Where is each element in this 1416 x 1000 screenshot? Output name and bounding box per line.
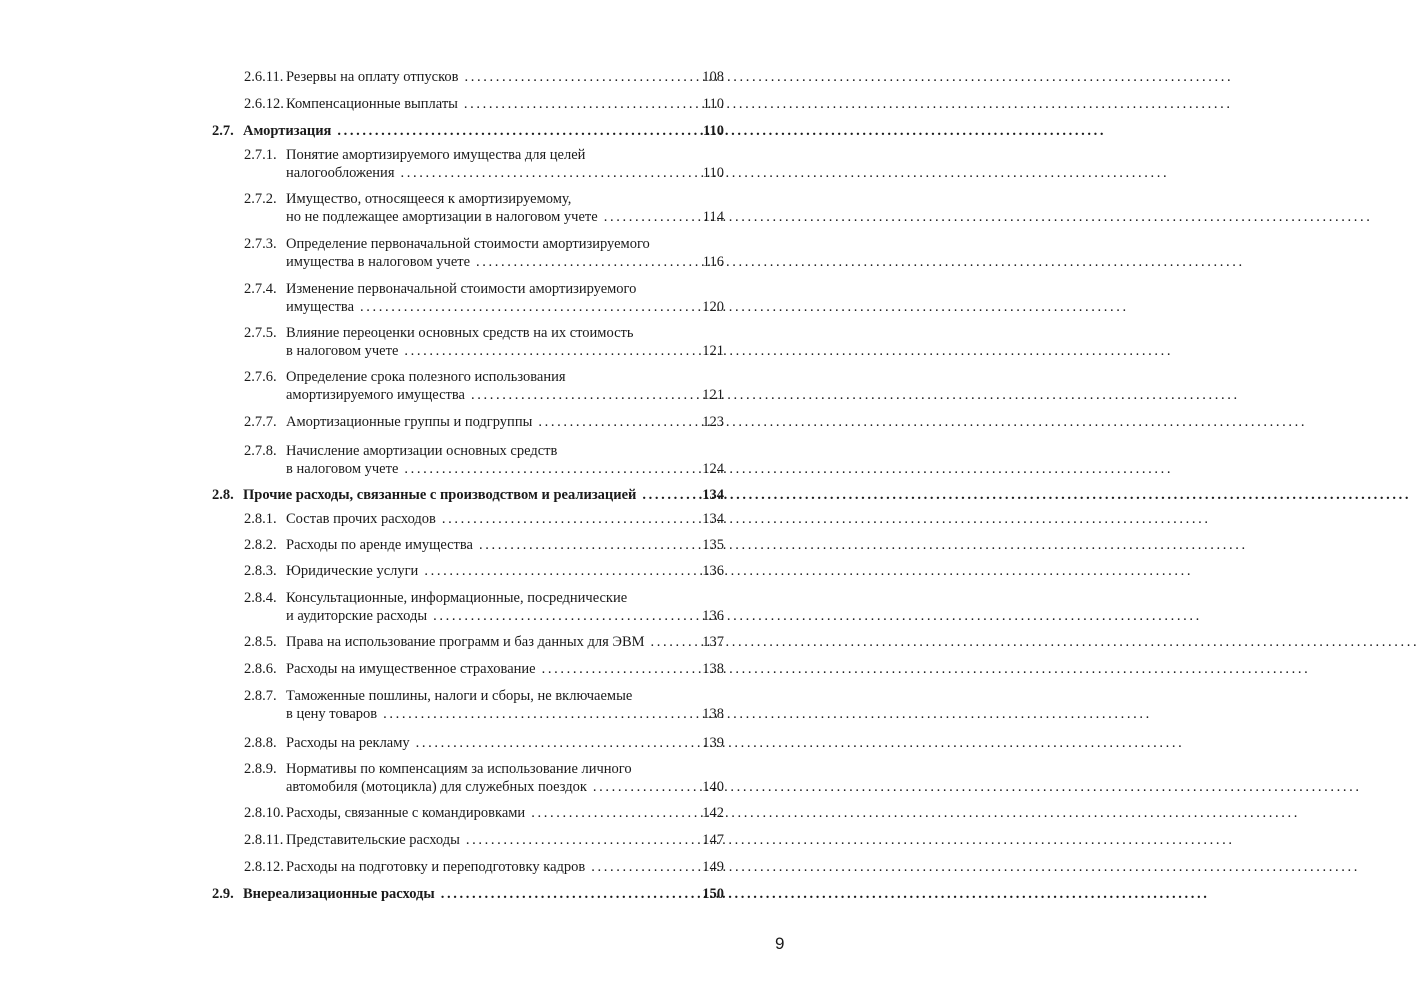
toc-entry-title: Нормативы по компенсациям за использование личного bbox=[286, 761, 632, 777]
dot-leader bbox=[354, 298, 702, 316]
toc-entry-page: 110 bbox=[703, 123, 724, 139]
toc-entry-number: 2.8.8. bbox=[244, 735, 277, 751]
toc-entry-title: Амортизация bbox=[243, 123, 332, 139]
toc-entry-number: 2.7.7. bbox=[244, 414, 277, 430]
toc-entry-title: в налоговом учете bbox=[286, 343, 399, 359]
toc-entry-number: 2.6.11. bbox=[244, 69, 284, 85]
toc-entry-number: 2.7.8. bbox=[244, 443, 277, 459]
toc-entry-number: 2.8.6. bbox=[244, 661, 277, 677]
toc-entry-page: 114 bbox=[702, 209, 724, 225]
toc-entry-page: 138 bbox=[702, 706, 724, 722]
dot-leader bbox=[435, 885, 703, 903]
toc-entry-page: 150 bbox=[702, 886, 724, 902]
toc-entry-title: налогообложения bbox=[286, 165, 395, 181]
toc-entry-title: в налоговом учете bbox=[286, 461, 399, 477]
dot-leader bbox=[377, 705, 702, 723]
toc-entry-number: 2.8.10. bbox=[244, 805, 284, 821]
dot-leader bbox=[398, 342, 702, 360]
dot-leader bbox=[458, 95, 703, 113]
toc-entry-title: имущества bbox=[286, 299, 355, 315]
toc-entry-page: 147 bbox=[702, 832, 724, 848]
dot-leader bbox=[427, 607, 702, 625]
toc-entry-number: 2.8.11. bbox=[244, 832, 284, 848]
toc-entry-page: 110 bbox=[702, 96, 724, 112]
toc-entry-page: 139 bbox=[702, 735, 724, 751]
toc-entry-number: 2.7.1. bbox=[244, 147, 277, 163]
toc-entry-page: 135 bbox=[702, 537, 724, 553]
toc-entry-page: 110 bbox=[702, 165, 724, 181]
dot-leader bbox=[465, 386, 702, 404]
toc-entry-number: 2.9. bbox=[212, 886, 234, 902]
dot-leader bbox=[418, 562, 702, 580]
toc-entry-title: Состав прочих расходов bbox=[286, 511, 436, 527]
dot-leader bbox=[473, 536, 702, 554]
toc-entry-page: 123 bbox=[702, 414, 724, 430]
toc-entry-number: 2.7. bbox=[212, 123, 234, 139]
dot-leader bbox=[636, 486, 702, 504]
dot-leader bbox=[598, 208, 703, 226]
dot-leader bbox=[645, 633, 703, 651]
toc-entry-title: Расходы по аренде имущества bbox=[286, 537, 473, 553]
toc-entry-number: 2.7.3. bbox=[244, 236, 277, 252]
dot-leader bbox=[470, 253, 703, 271]
toc-entry-number: 2.8.12. bbox=[244, 859, 284, 875]
toc-entry-title: Изменение первоначальной стоимости амортизируемого bbox=[286, 281, 637, 297]
toc-entry-page: 134 bbox=[702, 511, 724, 527]
toc-entry-page: 142 bbox=[702, 805, 724, 821]
dot-leader bbox=[536, 660, 703, 678]
dot-leader bbox=[460, 831, 702, 849]
toc-entry-number: 2.8.5. bbox=[244, 634, 277, 650]
dot-leader bbox=[587, 778, 702, 796]
page-number: 9 bbox=[775, 934, 785, 953]
toc-entry-title: Расходы на подготовку и переподготовку кадров bbox=[286, 859, 586, 875]
dot-leader bbox=[525, 804, 702, 822]
toc-entry-title: в цену товаров bbox=[286, 706, 378, 722]
toc-entry-title: Определение первоначальной стоимости амортизируемого bbox=[286, 236, 650, 252]
toc-entry-page: 116 bbox=[702, 254, 724, 270]
dot-leader bbox=[532, 413, 702, 431]
toc-entry-page: 137 bbox=[702, 634, 724, 650]
toc-entry-page: 124 bbox=[702, 461, 724, 477]
dot-leader bbox=[395, 164, 703, 182]
toc-entry-title: Понятие амортизируемого имущества для целей bbox=[286, 147, 586, 163]
toc-entry-title: Юридические услуги bbox=[286, 563, 419, 579]
toc-entry-title: Влияние переоценки основных средств на их стоимость bbox=[286, 325, 634, 341]
toc-entry-number: 2.8.4. bbox=[244, 590, 277, 606]
toc-entry-number: 2.8.2. bbox=[244, 537, 277, 553]
toc-entry-title: Амортизационные группы и подгруппы bbox=[286, 414, 533, 430]
toc-entry-page: 138 bbox=[702, 661, 724, 677]
toc-entry-title: Расходы на рекламу bbox=[286, 735, 410, 751]
toc-entry-page: 108 bbox=[702, 69, 724, 85]
toc-entry-title: Права на использование программ и баз данных для ЭВМ bbox=[286, 634, 645, 650]
toc-entry-title: Расходы на имущественное страхование bbox=[286, 661, 536, 677]
toc-entry-page: 140 bbox=[702, 779, 724, 795]
toc-entry-title: Внереализационные расходы bbox=[243, 886, 435, 902]
toc-entry-page: 120 bbox=[702, 299, 724, 315]
toc-entry-page: 121 bbox=[702, 343, 724, 359]
dot-leader bbox=[410, 734, 703, 752]
toc-entry-page: 121 bbox=[702, 387, 724, 403]
toc-entry-title: Определение срока полезного использования bbox=[286, 369, 566, 385]
toc-entry-number: 2.7.6. bbox=[244, 369, 277, 385]
toc-entry-number: 2.8.7. bbox=[244, 688, 277, 704]
toc-entry-title: Консультационные, информационные, посреднические bbox=[286, 590, 628, 606]
toc-entry-title: но не подлежащее амортизации в налоговом учете bbox=[286, 209, 598, 225]
toc-entry-title: и аудиторские расходы bbox=[286, 608, 428, 624]
toc-entry-page: 149 bbox=[702, 859, 724, 875]
toc-entry-title: Компенсационные выплаты bbox=[286, 96, 458, 112]
toc-entry-number: 2.7.2. bbox=[244, 191, 277, 207]
toc-entry-number: 2.7.5. bbox=[244, 325, 277, 341]
toc-entry-number: 2.7.4. bbox=[244, 281, 277, 297]
toc-entry-number: 2.8.1. bbox=[244, 511, 277, 527]
toc-entry-number: 2.8.3. bbox=[244, 563, 277, 579]
toc-entry-title: амортизируемого имущества bbox=[286, 387, 465, 403]
toc-entry-page: 136 bbox=[702, 563, 724, 579]
toc-entry-title: Имущество, относящееся к амортизируемому, bbox=[286, 191, 572, 207]
toc-entry-title: Таможенные пошлины, налоги и сборы, не включаемые bbox=[286, 688, 633, 704]
dot-leader bbox=[331, 122, 703, 140]
toc-entry-title: Резервы на оплату отпусков bbox=[286, 69, 459, 85]
toc-entry-title: имущества в налоговом учете bbox=[286, 254, 471, 270]
toc-entry-title: Представительские расходы bbox=[286, 832, 460, 848]
dot-leader bbox=[459, 68, 703, 86]
toc-entry-number: 2.8.9. bbox=[244, 761, 277, 777]
toc-entry-page: 136 bbox=[702, 608, 724, 624]
toc-entry-title: Прочие расходы, связанные с производством и реализацией bbox=[243, 487, 637, 503]
dot-leader bbox=[436, 510, 702, 528]
toc-entry-number: 2.6.12. bbox=[244, 96, 284, 112]
toc-entry-title: автомобиля (мотоцикла) для служебных поездок bbox=[286, 779, 587, 795]
toc-entry-title: Расходы, связанные с командировками bbox=[286, 805, 526, 821]
dot-leader bbox=[585, 858, 702, 876]
dot-leader bbox=[398, 460, 702, 478]
toc-entry-title: Начисление амортизации основных средств bbox=[286, 443, 558, 459]
toc-entry-page: 134 bbox=[702, 487, 724, 503]
toc-entry-number: 2.8. bbox=[212, 487, 234, 503]
